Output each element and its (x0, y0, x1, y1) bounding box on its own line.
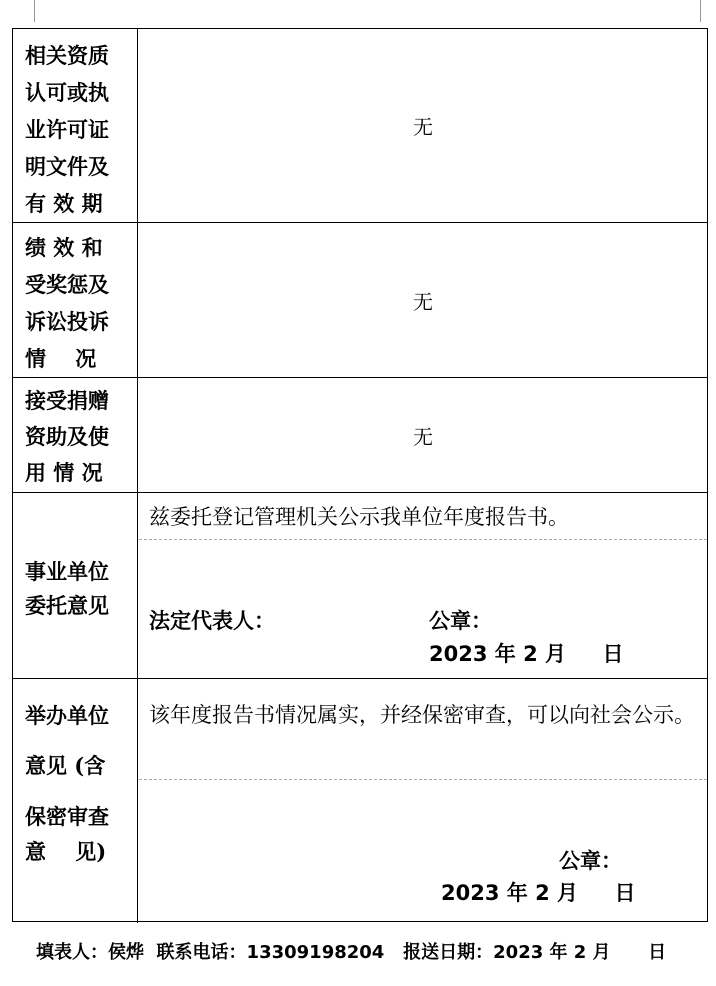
entrust-seal-label: 公章： (429, 608, 492, 633)
annual-report-form-table (12, 28, 708, 922)
label-line: 举办单位 (25, 703, 109, 728)
label-line: 资助及使 (25, 424, 109, 449)
table-row (13, 29, 707, 223)
label-line: 业许可证 (25, 117, 109, 142)
entrust-date: 2023 年 2 月 日 (429, 642, 624, 666)
phone-label: 联系电话： (156, 942, 247, 963)
table-row (13, 493, 707, 679)
performance-value: 无 (413, 289, 433, 314)
row-label-sponsor (13, 679, 138, 923)
label-line: 诉讼投诉 (25, 309, 109, 334)
footer-info (36, 938, 666, 964)
legal-representative-label: 法定代表人： (149, 608, 275, 633)
entrust-opinion-cell (139, 493, 707, 678)
label-line: 有 效 期 (25, 191, 103, 216)
qualification-value: 无 (413, 115, 433, 139)
sponsor-opinion-cell (139, 679, 707, 923)
divider (139, 779, 707, 780)
row-label-performance (13, 223, 138, 377)
label-line: 受奖惩及 (25, 272, 109, 297)
table-row (13, 378, 707, 493)
label-line: 认可或执 (25, 80, 109, 105)
label-line: 委托意见 (25, 593, 109, 618)
donation-value: 无 (413, 424, 433, 449)
label-line: 绩 效 和 (25, 235, 103, 260)
label-line: 意见 (含 (25, 753, 106, 778)
filler-name: 侯烨 (108, 942, 144, 963)
sponsor-seal-label: 公章： (559, 848, 622, 873)
label-line: 用 情 况 (25, 460, 103, 485)
filler-label: 填表人： (36, 942, 108, 963)
phone-number: 13309198204 (246, 942, 385, 963)
submit-date: 2023 年 2 月 日 (493, 942, 667, 963)
label-line: 接受捐赠 (25, 388, 109, 413)
row-label-entrust (13, 493, 138, 678)
table-row (13, 223, 707, 378)
label-line: 情 况 (25, 346, 97, 371)
row-label-qualification (13, 29, 138, 222)
right-corner-mark (700, 0, 701, 22)
sponsor-date: 2023 年 2 月 日 (441, 881, 636, 905)
row-label-donation (13, 378, 138, 492)
label-line: 保密审查 (25, 804, 109, 829)
divider (139, 539, 707, 540)
left-corner-mark (34, 0, 35, 22)
sponsor-statement: 该年度报告书情况属实，并经保密审查，可以向社会公示。 (149, 703, 695, 727)
table-row (13, 679, 707, 923)
entrust-statement: 兹委托登记管理机关公示我单位年度报告书。 (149, 505, 569, 529)
label-line: 意 见) (25, 839, 107, 864)
label-line: 明文件及 (25, 154, 109, 179)
submit-date-label: 报送日期： (403, 942, 494, 963)
label-line: 相关资质 (25, 43, 109, 68)
label-line: 事业单位 (25, 559, 109, 584)
